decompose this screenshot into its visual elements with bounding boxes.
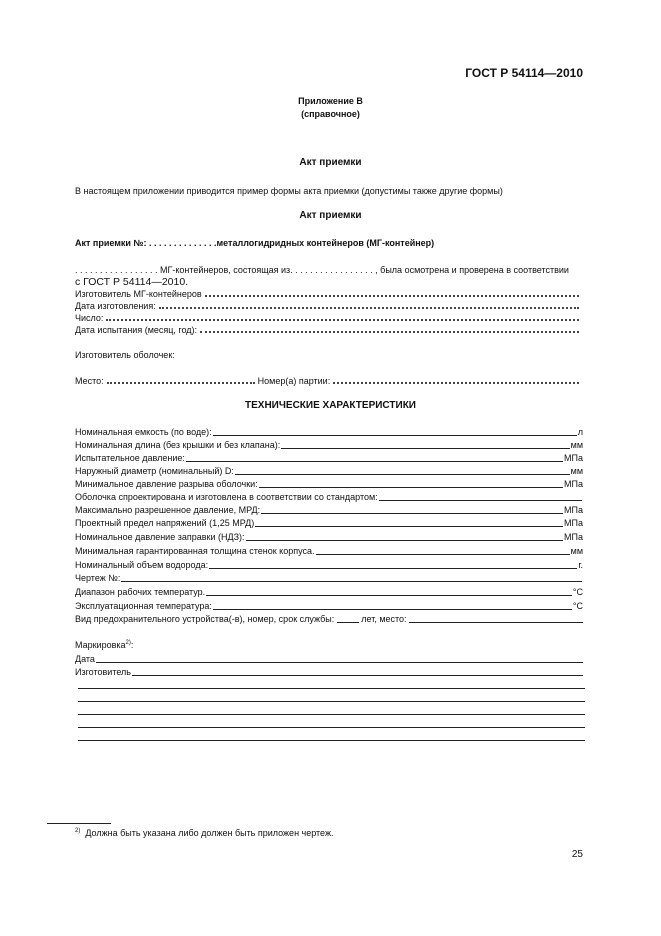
underline xyxy=(246,540,564,541)
manufacturer-field[interactable] xyxy=(75,287,579,299)
act-number-prefix: Акт приемки №: . . . . . . . . . . . . . . xyxy=(75,238,217,248)
unit: МПа xyxy=(564,518,583,528)
tech-field-label: Минимальное давление разрыва оболочки: xyxy=(75,479,258,489)
marking-manufacturer-field[interactable] xyxy=(75,665,583,677)
underline xyxy=(206,595,572,596)
tech-field-label: Максимально разрешенное давление, МРД: xyxy=(75,505,261,515)
manufacture-date-label: Дата изготовления: xyxy=(75,301,156,311)
tech-field-label: Номинальная емкость (по воде): xyxy=(75,427,212,437)
place-underline xyxy=(409,622,583,623)
footnote-rule xyxy=(47,823,111,824)
footnote-ref: 2) xyxy=(125,640,131,646)
underline xyxy=(259,487,563,488)
tech-field[interactable] xyxy=(75,585,583,597)
manufacturer-label: Изготовитель МГ-контейнеров xyxy=(75,289,202,299)
tech-field[interactable] xyxy=(75,464,583,476)
tech-field[interactable] xyxy=(75,599,583,611)
section-title: Акт приемки xyxy=(299,157,362,168)
footnote-text: Должна быть указана либо должен быть приложен чертеж. xyxy=(85,828,334,838)
dotted-leader xyxy=(106,319,579,321)
tech-field-label: Наружный диаметр (номинальный) D: xyxy=(75,466,234,476)
act-number-line xyxy=(75,238,434,248)
appendix-title: Приложение В xyxy=(298,96,363,106)
underline xyxy=(213,609,572,610)
tech-field-label: Чертеж №: xyxy=(75,573,121,583)
tech-field[interactable] xyxy=(75,477,583,489)
manufacture-date-field[interactable] xyxy=(75,299,579,311)
tech-field[interactable] xyxy=(75,544,583,556)
underline xyxy=(96,662,583,663)
safety-device-field[interactable] xyxy=(75,612,583,624)
dotted-leader xyxy=(159,307,579,309)
unit: °С xyxy=(572,601,583,611)
underline xyxy=(255,526,563,527)
tech-field[interactable] xyxy=(75,451,583,463)
tech-field-label: Оболочка спроектирована и изготовлена в соответствии со стандартом: xyxy=(75,492,378,502)
tech-field[interactable] xyxy=(75,558,583,570)
unit: л xyxy=(577,427,583,437)
place-dotted-leader xyxy=(107,382,255,384)
shell-maker-label: Изготовитель оболочек: xyxy=(75,350,175,360)
batch-dotted-leader xyxy=(333,382,579,384)
underline xyxy=(379,500,582,501)
unit: МПа xyxy=(564,453,583,463)
unit: г. xyxy=(578,560,583,570)
tech-title: ТЕХНИЧЕСКИЕ ХАРАКТЕРИСТИКИ xyxy=(245,400,416,411)
act-number-suffix: металлогидридных контейнеров (МГ-контейнер) xyxy=(216,238,435,248)
marking-date-label: Дата xyxy=(75,654,95,664)
marking-date-field[interactable] xyxy=(75,652,583,664)
blank-line[interactable] xyxy=(78,714,585,715)
tech-field-label: Эксплуатационная температура: xyxy=(75,601,212,611)
number-field[interactable] xyxy=(75,311,579,323)
underline xyxy=(121,581,582,582)
number-label: Число: xyxy=(75,313,104,323)
unit: мм xyxy=(570,546,583,556)
blank-line[interactable] xyxy=(78,727,585,728)
tech-field[interactable] xyxy=(75,490,583,502)
underline xyxy=(209,568,577,569)
standard-number: ГОСТ Р 54114—2010 xyxy=(465,66,583,80)
batch-label: Номер(а) партии: xyxy=(257,376,331,386)
blank-line[interactable] xyxy=(78,688,585,689)
underline xyxy=(261,513,563,514)
test-date-label: Дата испытания (месяц, год): xyxy=(75,325,198,335)
unit: МПа xyxy=(564,532,583,542)
underline xyxy=(213,435,577,436)
footnote-mark: 2) xyxy=(75,828,81,834)
underline xyxy=(316,554,570,555)
tech-field[interactable] xyxy=(75,571,583,583)
years-place-label: лет, место: xyxy=(361,614,407,624)
marking-manufacturer-label: Изготовитель xyxy=(75,667,131,677)
unit: мм xyxy=(570,466,583,476)
dotted-leader xyxy=(200,331,579,333)
safety-device-label: Вид предохранительного устройства(-в), номер, срок службы: xyxy=(75,614,335,624)
underline xyxy=(235,474,570,475)
footnote xyxy=(75,828,333,838)
marking-label: Маркировка$^{2)}$: xyxy=(75,640,134,650)
description-line-2: с ГОСТ Р 54114—2010. xyxy=(75,276,189,288)
appendix-note: (справочное) xyxy=(301,109,360,119)
place-label: Место: xyxy=(75,376,104,386)
tech-field[interactable] xyxy=(75,503,583,515)
place-batch-field[interactable] xyxy=(75,374,579,386)
unit: мм xyxy=(570,440,583,450)
tech-field-label: Номинальная длина (без крышки и без клапана): xyxy=(75,440,281,450)
underline xyxy=(132,675,583,676)
underline xyxy=(186,461,563,462)
intro-text: В настоящем приложении приводится пример формы акта приемки (допустимы также другие формы) xyxy=(75,186,503,196)
tech-field-label: Проектный предел напряжений (1,25 МРД) xyxy=(75,518,255,528)
blank-line[interactable] xyxy=(78,701,585,702)
tech-field[interactable] xyxy=(75,438,583,450)
tech-field-label: Минимальная гарантированная толщина стенок корпуса. xyxy=(75,546,315,556)
description-line-1: . . . . . . . . . . . . . . . . . МГ-контейнеров, состоящая из. . . . . . . . . . . . . . . . . , была осмотрена и проверена в соответствии xyxy=(75,265,569,275)
years-underline xyxy=(337,622,359,623)
test-date-field[interactable] xyxy=(75,323,579,335)
tech-field[interactable] xyxy=(75,516,583,528)
form-title: Акт приемки xyxy=(299,210,362,221)
tech-field-label: Номинальное давление заправки (НДЗ): xyxy=(75,532,245,542)
underline xyxy=(281,448,569,449)
tech-field-label: Номинальный объем водорода: xyxy=(75,560,209,570)
unit: °С xyxy=(572,587,583,597)
tech-field[interactable] xyxy=(75,530,583,542)
dotted-leader xyxy=(205,295,579,297)
unit: МПа xyxy=(564,479,583,489)
tech-field-label: Испытательное давление: xyxy=(75,453,185,463)
unit: МПа xyxy=(564,505,583,515)
tech-field-label: Диапазон рабочих температур. xyxy=(75,587,206,597)
page-number: 25 xyxy=(571,849,583,860)
tech-field[interactable] xyxy=(75,425,583,437)
blank-line[interactable] xyxy=(78,740,585,741)
